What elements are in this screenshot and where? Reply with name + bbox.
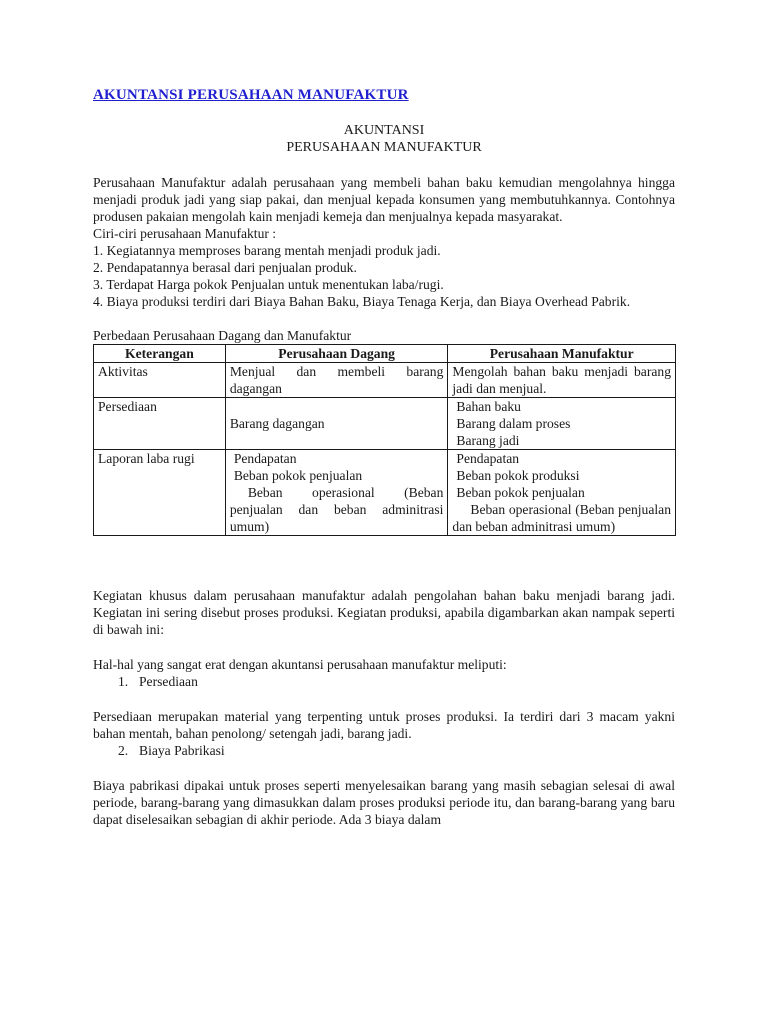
comparison-table — [93, 344, 676, 536]
kegiatan-paragraph: Kegiatan khusus dalam perusahaan manufaktur adalah pengolahan bahan baku menjadi barang jadi. Kegiatan ini sering disebut proses produksi. Kegiatan produksi, apabila digambarkan akan nampak seperti di bawah ini: — [93, 588, 675, 637]
manufaktur-cell — [448, 450, 676, 536]
intro-paragraph: Perusahaan Manufaktur adalah perusahaan yang membeli bahan baku kemudian mengolahnya hingga menjadi produk jadi yang siap pakai, dan menjual kepada konsumen yang membutuhkannya. Contohnya produsen pakaian mengolah kain menjadi kemeja dan menjualnya kepada masyarakat. — [93, 175, 675, 224]
ciri-item: 1. Kegiatannya memproses barang mentah menjadi produk jadi. — [93, 243, 441, 258]
dagang-cell — [225, 363, 448, 398]
cell-text: Barang jadi — [456, 433, 520, 448]
cell-text: Beban pokok produksi — [456, 468, 580, 483]
section-number: 1. — [118, 674, 129, 689]
title-line-1: AKUNTANSI — [343, 123, 425, 138]
document-page — [93, 86, 675, 828]
section-number: 2. — [118, 743, 129, 758]
ciri-heading: Ciri-ciri perusahaan Manufaktur : — [93, 226, 277, 241]
section-label: Persediaan — [139, 674, 198, 689]
row-label: Aktivitas — [94, 363, 226, 398]
cell-text: Pendapatan — [456, 451, 520, 466]
section-1-heading — [93, 673, 675, 690]
table-caption: Perbedaan Perusahaan Dagang dan Manufaktur — [93, 328, 352, 343]
ciri-item: 3. Terdapat Harga pokok Penjualan untuk menentukan laba/rugi. — [93, 277, 444, 292]
cell-text: Beban operasional (Beban penjualan dan beban adminitrasi umum) — [229, 485, 444, 534]
dagang-cell — [225, 450, 448, 536]
cell-text: Barang dalam proses — [456, 416, 571, 431]
manufaktur-cell — [448, 398, 676, 450]
column-header-manufaktur: Perusahaan Manufaktur — [448, 345, 676, 363]
document-heading-link[interactable]: AKUNTANSI PERUSAHAAN MANUFAKTUR — [93, 87, 409, 103]
row-label: Laporan laba rugi — [94, 450, 226, 536]
cell-text: Beban pokok penjualan — [456, 485, 585, 500]
ciri-item: 4. Biaya produksi terdiri dari Biaya Bahan Baku, Biaya Tenaga Kerja, dan Biaya Overhead Pabrik. — [93, 294, 631, 309]
ciri-list — [93, 242, 675, 310]
ciri-item: 2. Pendapatannya berasal dari penjualan produk. — [93, 260, 357, 275]
section-2-heading — [93, 742, 675, 759]
table-row-persediaan — [94, 398, 676, 450]
biaya-paragraph: Biaya pabrikasi dipakai untuk proses seperti menyelesaikan barang yang masih sebagian selesai di awal periode, barang-barang yang dimasukkan dalam proses produksi periode itu, dan barang-barang yang baru dapat diselesaikan sebagian di akhir periode. Ada 3 biaya dalam — [93, 778, 675, 827]
dagang-cell — [225, 398, 448, 450]
cell-text: Beban operasional (Beban penjualan dan beban adminitrasi umum) — [452, 502, 671, 534]
cell-text: Barang dagangan — [229, 416, 325, 431]
table-row-laporan — [94, 450, 676, 536]
section-label: Biaya Pabrikasi — [139, 743, 225, 758]
list-item — [93, 673, 675, 690]
cell-text: Beban pokok penjualan — [233, 468, 363, 483]
table-row-aktivitas — [94, 363, 676, 398]
title-line-2: PERUSAHAAN MANUFAKTUR — [286, 140, 482, 155]
cell-text: Menjual dan membeli barang dagangan — [229, 364, 444, 396]
cell-text: Mengolah bahan baku menjadi barang jadi dan menjual. — [452, 364, 671, 396]
document-title — [93, 122, 675, 156]
manufaktur-cell — [448, 363, 676, 398]
list-item — [93, 742, 675, 759]
table-header-row — [94, 345, 676, 363]
persediaan-paragraph: Persediaan merupakan material yang terpenting untuk proses produksi. Ia terdiri dari 3 macam yakni bahan mentah, bahan penolong/ setengah jadi, barang jadi. — [93, 709, 675, 741]
column-header-dagang: Perusahaan Dagang — [225, 345, 448, 363]
cell-text: Bahan baku — [456, 399, 521, 414]
row-label: Persediaan — [94, 398, 226, 450]
halhal-paragraph: Hal-hal yang sangat erat dengan akuntansi perusahaan manufaktur meliputi: — [93, 657, 507, 672]
cell-text: Pendapatan — [233, 451, 297, 466]
column-header-keterangan: Keterangan — [94, 345, 226, 363]
